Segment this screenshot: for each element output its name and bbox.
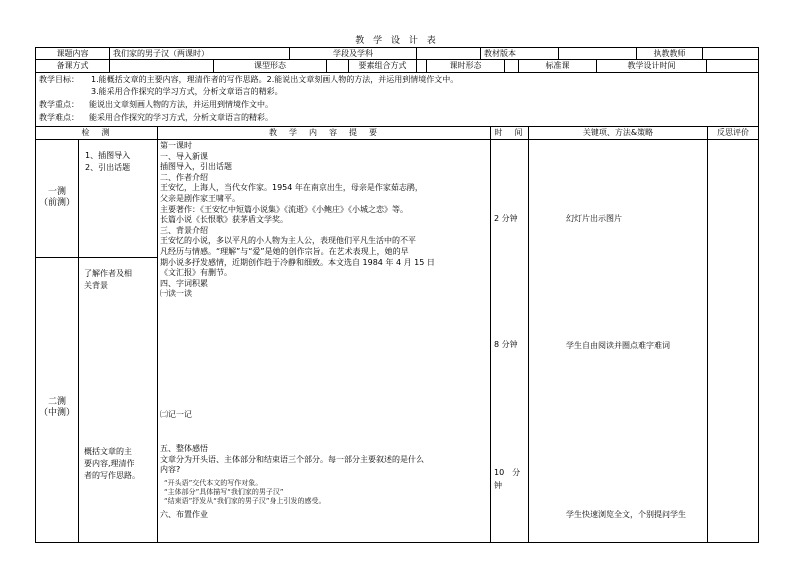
topic-label: 课题内容 [56,49,89,58]
phase-pre-test: 一测 （前测） [38,187,75,208]
meta-row-2 [35,59,759,73]
main-body [35,139,759,543]
time-1: 2 分钟 [494,214,518,223]
content-summary-notes: “开头语”交代本文的写作对象。 “主体部分”具体描写“我们家的男子汉” “结束语”抒发从“我们家的男子汉”身上引发的感受。 [164,479,326,505]
key-point-label: 教学重点： [39,100,79,109]
col-time: 时 间 [490,127,528,139]
teacher-label: 执教教师 [636,48,702,59]
detect-item-mid-1: 了解作者及相 关背景 [84,269,132,290]
prep-value [109,60,213,72]
elements-value [416,60,426,72]
goals-label: 教学目标： [39,75,79,84]
period-form-blank [504,60,518,72]
goals-line-2: 3.能采用合作探究的学习方式，分析文章语言的精彩。 [91,87,283,96]
content-block-b: 五、整体感悟 文章分为开头语、主体部分和结束语三个部分。每一部分主要叙述的是什么 内容? [160,444,424,475]
col-detect: 检 测 [81,128,112,137]
grade-label: 学段及学科 [289,48,416,59]
content-recite: ㈡记一记 [160,410,192,419]
phase-mid-test: 二测 （中测） [38,397,75,418]
lesson-form-label: 课型形态 [213,60,326,72]
lesson-form-value [326,60,348,72]
period-form-value: 标准课 [518,60,596,72]
method-1: 幻灯片出示图片 [566,214,622,223]
detect-item-mid-2: 概括文章的主 要内容,理清作 者的写作思路。 [84,447,140,480]
content-homework: 六、布置作业 [160,510,208,519]
method-3: 学生快速浏览全文，个别提问学生 [566,510,686,519]
time-3: 10 分 钟 [494,468,521,490]
difficulty-label: 教学难点： [39,113,79,122]
design-time-value [706,60,758,72]
col-content: 教 学 内 容 提 要 [157,127,490,139]
period-form-label: 课时形态 [426,60,504,72]
goals-line-1: 1.能概括文章的主要内容，理清作者的写作思路。2.能说出文章刻画人物的方法，并运用到情境作文中。 [91,75,459,84]
method-2: 学生自由阅读并圈点难字难词 [566,341,670,350]
document-title: 教 学 设 计 表 [355,36,439,46]
col-reflect: 反思评价 [707,127,758,139]
content-block-a: 第一课时 一、导入新课 插图导入，引出话题 二、作者介绍 王安忆，上海人，当代女作家。1954 年在南京出生，母亲是作家茹志鹃， 父亲是剧作家王啸平。 主要著作：《王安忆中短篇小说集》《流逝》《小鲍庄》《小城之恋》等。 长篇小说《长恨歌》获茅盾文学奖。 三、背景介绍 王安忆的小说，多以平凡的小人物为主人公，表现他们平凡生活中的不平 凡经历与情感。“理解”与“爱”是她的创作宗旨。在艺术表现上，她的早 期小说多抒发感情，近期创作趋于冷静和细致。本文选自 1984 年 4 月 15 日 《文汇报》有删节。 四、字词积累 ㈠读一读 [160,141,435,299]
design-time-label: 教学设计时间 [596,60,706,72]
key-point-text: 能说出文章刻画人物的方法，并运用到情境作文中。 [89,100,273,109]
edition-label: 教材版本 [480,48,558,59]
edition-value [558,48,636,59]
column-header-row [35,126,759,140]
col-method: 关键项、方法&策略 [528,127,707,139]
elements-label: 要素组合方式 [348,60,416,72]
topic-value: 我们家的男子汉（两课时） [109,48,289,59]
detect-item-pre-2: 2、引出话题 [85,163,131,172]
detect-item-pre-1: 1、插图导入 [85,151,131,160]
teacher-value [702,48,758,59]
time-2: 8 分钟 [494,340,518,349]
prep-label: 备课方式 [56,61,89,70]
objectives-block [35,72,759,127]
difficulty-text: 能采用合作探究的学习方式，分析文章语言的精彩。 [89,113,273,122]
grade-value [416,48,480,59]
